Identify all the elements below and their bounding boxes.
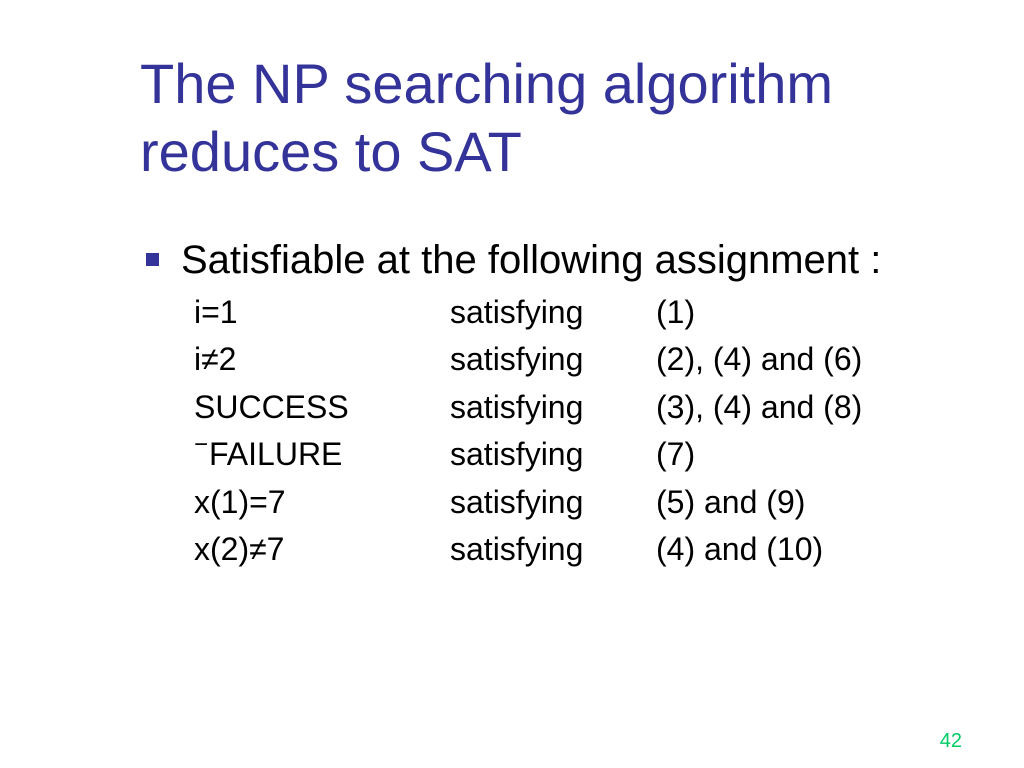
bullet-text: Satisfiable at the following assignment : xyxy=(181,238,882,282)
assignment-value-negated xyxy=(194,431,450,478)
assignment-row xyxy=(194,526,862,573)
slide-title xyxy=(140,50,1000,186)
satisfying-label: satisfying xyxy=(450,436,584,473)
clause-list: (2), (4) and (6) xyxy=(656,341,863,378)
assignment-list xyxy=(194,289,862,573)
satisfying-label: satisfying xyxy=(450,483,584,520)
assignment-row xyxy=(194,431,862,478)
clause-list: (7) xyxy=(656,436,696,473)
clause-list: (4) and (10) xyxy=(656,530,824,567)
assignment-value: x(2)≠7 xyxy=(194,530,285,567)
assignment-row xyxy=(194,289,862,336)
page-number: 42 xyxy=(939,730,962,752)
slide-title-line-1: The NP searching algorithm xyxy=(140,52,834,115)
slide-title-line-2: reduces to SAT xyxy=(140,120,522,183)
satisfying-label: satisfying xyxy=(450,294,584,330)
assignment-row xyxy=(194,336,862,383)
negation-mark: − xyxy=(194,431,209,459)
assignment-value: i=1 xyxy=(194,294,238,330)
bullet-item xyxy=(146,236,1006,284)
assignment-value: x(1)=7 xyxy=(194,483,286,520)
satisfying-label: satisfying xyxy=(450,341,584,378)
satisfying-label: satisfying xyxy=(450,388,584,425)
assignment-value: FAILURE xyxy=(209,436,343,473)
clause-list: (3), (4) and (8) xyxy=(656,388,863,425)
clause-list: (1) xyxy=(656,294,696,330)
satisfying-label: satisfying xyxy=(450,530,584,567)
square-bullet-icon xyxy=(146,253,159,266)
clause-list: (5) and (9) xyxy=(656,483,806,520)
assignment-value: i≠2 xyxy=(194,341,237,378)
assignment-row xyxy=(194,384,862,431)
assignment-row xyxy=(194,479,862,526)
assignment-value: SUCCESS xyxy=(194,388,349,425)
